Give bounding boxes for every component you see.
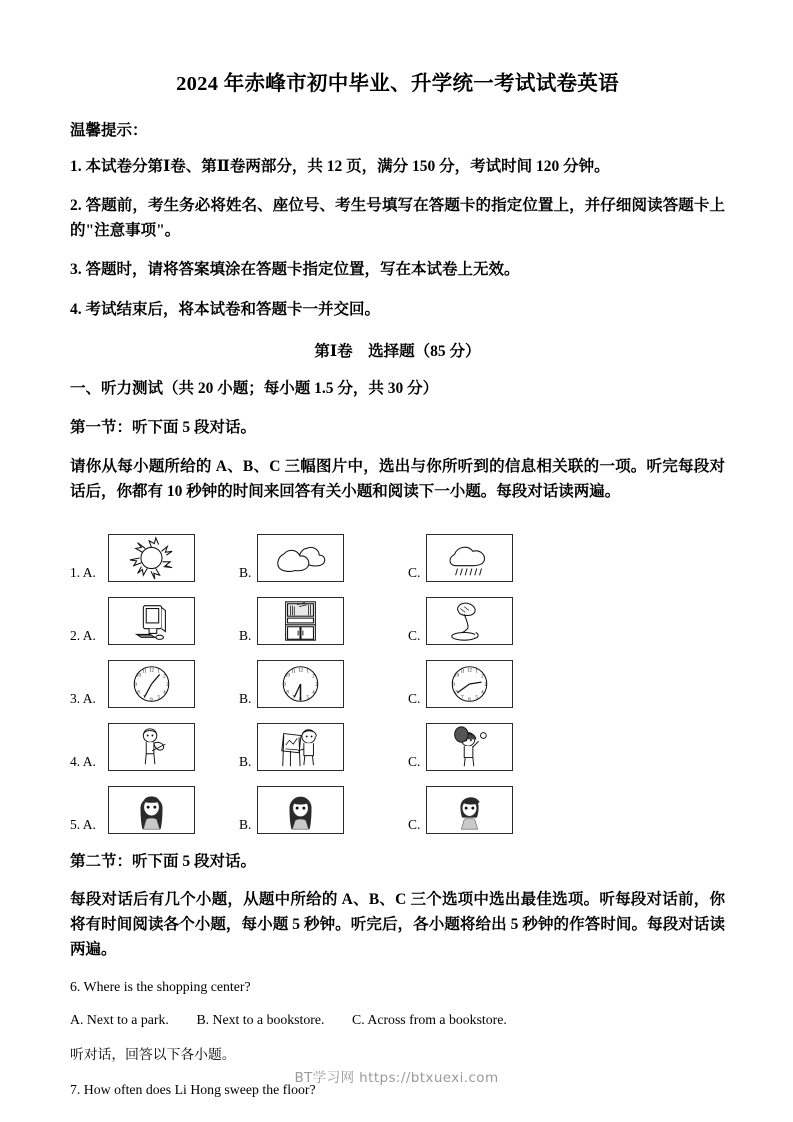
option-c-cell[interactable]: [408, 786, 543, 834]
option-c-label: C.: [408, 817, 421, 833]
clock-600-icon[interactable]: [257, 660, 344, 708]
option-a-cell[interactable]: [70, 786, 205, 834]
svg-text:5: 5: [157, 694, 160, 700]
option-b-cell[interactable]: [239, 534, 374, 582]
picture-question-grid: [70, 519, 725, 834]
picture-question-row: [70, 645, 725, 708]
option-b-cell[interactable]: [239, 597, 374, 645]
svg-text:6: 6: [299, 696, 302, 702]
option-c-cell[interactable]: [408, 534, 543, 582]
svg-text:4: 4: [481, 690, 484, 696]
section-two-label: 第二节：听下面 5 段对话。: [70, 852, 257, 870]
part-one-title: 一、听力测试（共 20 小题；每小题 1.5 分，共 30 分）: [70, 380, 439, 398]
option-b-cell[interactable]: [239, 660, 374, 708]
svg-text:1: 1: [475, 669, 478, 675]
svg-text:2: 2: [312, 673, 315, 679]
option-c-label: C.: [408, 565, 421, 581]
clock-815-icon[interactable]: [426, 660, 513, 708]
computer-icon[interactable]: [108, 597, 195, 645]
option-a-cell[interactable]: [70, 597, 205, 645]
girl-long-hair-icon[interactable]: [108, 786, 195, 834]
question-6-options[interactable]: A. Next to a park. B. Next to a bookstore. C. Across from a bookstore.: [70, 1012, 507, 1028]
option-c-label: C.: [408, 628, 421, 644]
svg-text:5: 5: [475, 694, 478, 700]
bookshelf-icon[interactable]: [257, 597, 344, 645]
option-b-label: B.: [239, 817, 252, 833]
option-b-label: B.: [239, 628, 252, 644]
svg-text:9: 9: [134, 682, 137, 688]
tip-item-4: 4. 考试结束后，将本试卷和答题卡一并交回。: [70, 300, 381, 318]
question-6-stem: 6. Where is the shopping center?: [70, 978, 251, 994]
svg-text:10: 10: [454, 672, 459, 678]
option-c-cell[interactable]: [408, 660, 543, 708]
svg-text:6: 6: [150, 696, 153, 702]
question-number-label: 2. A.: [70, 628, 96, 644]
option-c-cell[interactable]: [408, 597, 543, 645]
girl-long-hair-bangs-icon[interactable]: [257, 786, 344, 834]
tip-item-3: 3. 答题时，请将答案填涂在答题卡指定位置，写在本试卷上无效。: [70, 261, 520, 279]
svg-text:7: 7: [292, 694, 295, 700]
svg-text:7: 7: [461, 694, 464, 700]
svg-text:2: 2: [481, 673, 484, 679]
page-title: 2024 年赤峰市初中毕业、升学统一考试试卷英语: [176, 73, 619, 95]
paper-section-heading: 第Ⅰ卷 选择题（85 分）: [314, 343, 481, 361]
girl-short-hair-icon[interactable]: [426, 786, 513, 834]
picture-question-row: [70, 771, 725, 834]
svg-text:8: 8: [137, 690, 140, 696]
svg-text:2: 2: [163, 673, 166, 679]
svg-text:9: 9: [452, 682, 455, 688]
svg-text:3: 3: [166, 682, 169, 688]
badminton-player-icon[interactable]: [426, 723, 513, 771]
option-b-label: B.: [239, 754, 252, 770]
question-number-label: 4. A.: [70, 754, 96, 770]
svg-text:10: 10: [285, 672, 290, 678]
svg-text:3: 3: [484, 682, 487, 688]
section-one-label: 第一节：听下面 5 段对话。: [70, 419, 257, 437]
svg-text:9: 9: [283, 682, 286, 688]
svg-text:7: 7: [143, 694, 146, 700]
picture-question-row: [70, 708, 725, 771]
picture-question-row: [70, 519, 725, 582]
tips-label: 温馨提示：: [70, 122, 148, 139]
svg-text:8: 8: [455, 690, 458, 696]
option-a-cell[interactable]: [70, 534, 205, 582]
watermark: BT学习网 https://btxuexi.com: [294, 1070, 499, 1086]
option-b-cell[interactable]: [239, 723, 374, 771]
section-two-instruction: 每段对话后有几个小题，从题中所给的 A、B、C 三个选项中选出最佳选项。听每段对话前，你将有时间阅读各个小题，每小题 5 秒钟。听完后，各小题将给出 5 秒钟的作答时间。每段对话读两遍。: [70, 891, 725, 958]
section-one-instruction: 请你从每小题所给的 A、B、C 三幅图片中，选出与你所听到的信息相关联的一项。听完每段对话后，你都有 10 秒钟的时间来回答有关小题和阅读下一小题。每段对话读两遍。: [70, 458, 725, 500]
clouds-icon[interactable]: [257, 534, 344, 582]
svg-text:1: 1: [157, 669, 160, 675]
question-number-label: 5. A.: [70, 817, 96, 833]
question-number-label: 3. A.: [70, 691, 96, 707]
svg-text:12: 12: [298, 668, 303, 674]
svg-text:4: 4: [312, 690, 315, 696]
option-b-cell[interactable]: [239, 786, 374, 834]
question-7-stem: 7. How often does Li Hong sweep the floor?: [70, 1081, 316, 1097]
picture-question-row: [70, 582, 725, 645]
svg-text:12: 12: [467, 668, 472, 674]
option-a-cell[interactable]: [70, 723, 205, 771]
option-a-cell[interactable]: [70, 660, 205, 708]
violin-player-icon[interactable]: [108, 723, 195, 771]
sun-icon[interactable]: [108, 534, 195, 582]
listening-note: 听对话，回答以下各小题。: [70, 1047, 236, 1063]
tip-item-2: 2. 答题前，考生务必将姓名、座位号、考生号填写在答题卡的指定位置上，并仔细阅读答题卡上的"注意事项"。: [70, 197, 725, 239]
svg-text:1: 1: [306, 669, 309, 675]
svg-text:3: 3: [315, 682, 318, 688]
question-number-label: 1. A.: [70, 565, 96, 581]
svg-text:12: 12: [149, 668, 154, 674]
desk-lamp-icon[interactable]: [426, 597, 513, 645]
svg-text:6: 6: [468, 696, 471, 702]
option-c-label: C.: [408, 691, 421, 707]
tip-item-1: 1. 本试卷分第Ⅰ卷、第Ⅱ卷两部分，共 12 页，满分 150 分，考试时间 120 分钟。: [70, 158, 610, 175]
svg-text:4: 4: [163, 690, 166, 696]
painting-easel-icon[interactable]: [257, 723, 344, 771]
rain-cloud-icon[interactable]: [426, 534, 513, 582]
option-b-label: B.: [239, 565, 252, 581]
option-b-label: B.: [239, 691, 252, 707]
svg-text:11: 11: [291, 669, 296, 675]
clock-1230-icon[interactable]: [108, 660, 195, 708]
svg-text:8: 8: [286, 690, 289, 696]
option-c-cell[interactable]: [408, 723, 543, 771]
page-content: [70, 0, 725, 1101]
option-c-label: C.: [408, 754, 421, 770]
svg-text:5: 5: [306, 694, 309, 700]
svg-text:10: 10: [136, 672, 141, 678]
svg-text:11: 11: [142, 669, 147, 675]
svg-text:11: 11: [460, 669, 465, 675]
